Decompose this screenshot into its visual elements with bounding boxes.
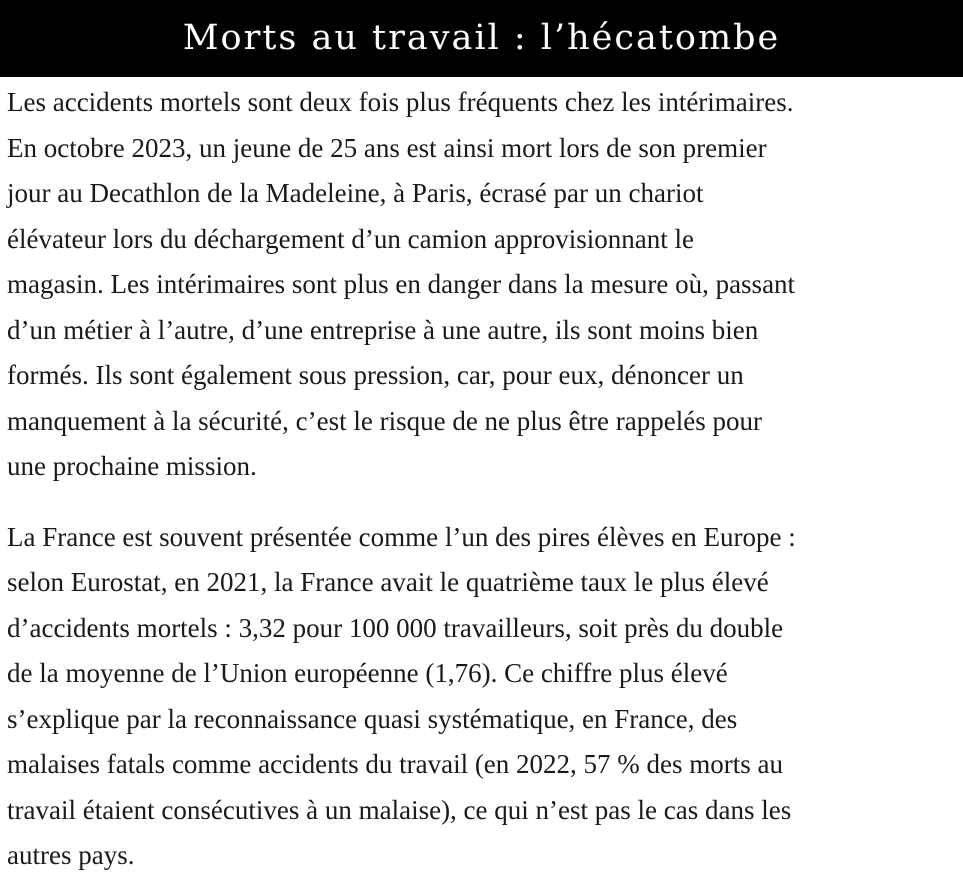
text-line: jour au Decathlon de la Madeleine, à Paris, écrasé par un chariot	[7, 178, 704, 208]
text-line: magasin. Les intérimaires sont plus en danger dans la mesure où, passant	[7, 269, 796, 299]
text-line: La France est souvent présentée comme l’un des pires élèves en Europe :	[7, 521, 796, 552]
text-line: manquement à la sécurité, c’est le risque de ne plus être rappelés pour	[7, 405, 762, 436]
text-line: élévateur lors du déchargement d’un camion approvisionnant le	[7, 223, 695, 254]
text-line: autres pays.	[7, 840, 135, 870]
text-line: une prochaine mission.	[7, 451, 257, 481]
text-line: Les accidents mortels sont deux fois plus fréquents chez les intérimaires.	[7, 87, 794, 117]
text-line: d’accidents mortels : 3,32 pour 100 000 travailleurs, soit près du double	[7, 612, 784, 643]
text-line: En octobre 2023, un jeune de 25 ans est ainsi mort lors de son premier	[7, 132, 767, 163]
page-title: Morts au travail : l’hécatombe	[182, 18, 781, 58]
text-line: travail étaient consécutives à un malaise), ce qui n’est pas le cas dans les	[7, 794, 792, 825]
text-line: d’un métier à l’autre, d’une entreprise à une autre, ils sont moins bien	[7, 314, 759, 345]
text-line: malaises fatals comme accidents du travail (en 2022, 57 % des morts au	[7, 749, 784, 779]
title-banner	[0, 0, 963, 77]
paragraph-interimaires	[7, 80, 961, 490]
text-line: selon Eurostat, en 2021, la France avait le quatrième taux le plus élevé	[7, 567, 769, 597]
text-line: s’explique par la reconnaissance quasi systématique, en France, des	[7, 703, 738, 734]
paragraph-france-europe	[7, 515, 961, 879]
text-line: de la moyenne de l’Union européenne (1,76). Ce chiffre plus élevé	[7, 658, 728, 688]
article-body	[7, 80, 961, 879]
text-line: formés. Ils sont également sous pression, car, pour eux, dénoncer un	[7, 360, 744, 390]
